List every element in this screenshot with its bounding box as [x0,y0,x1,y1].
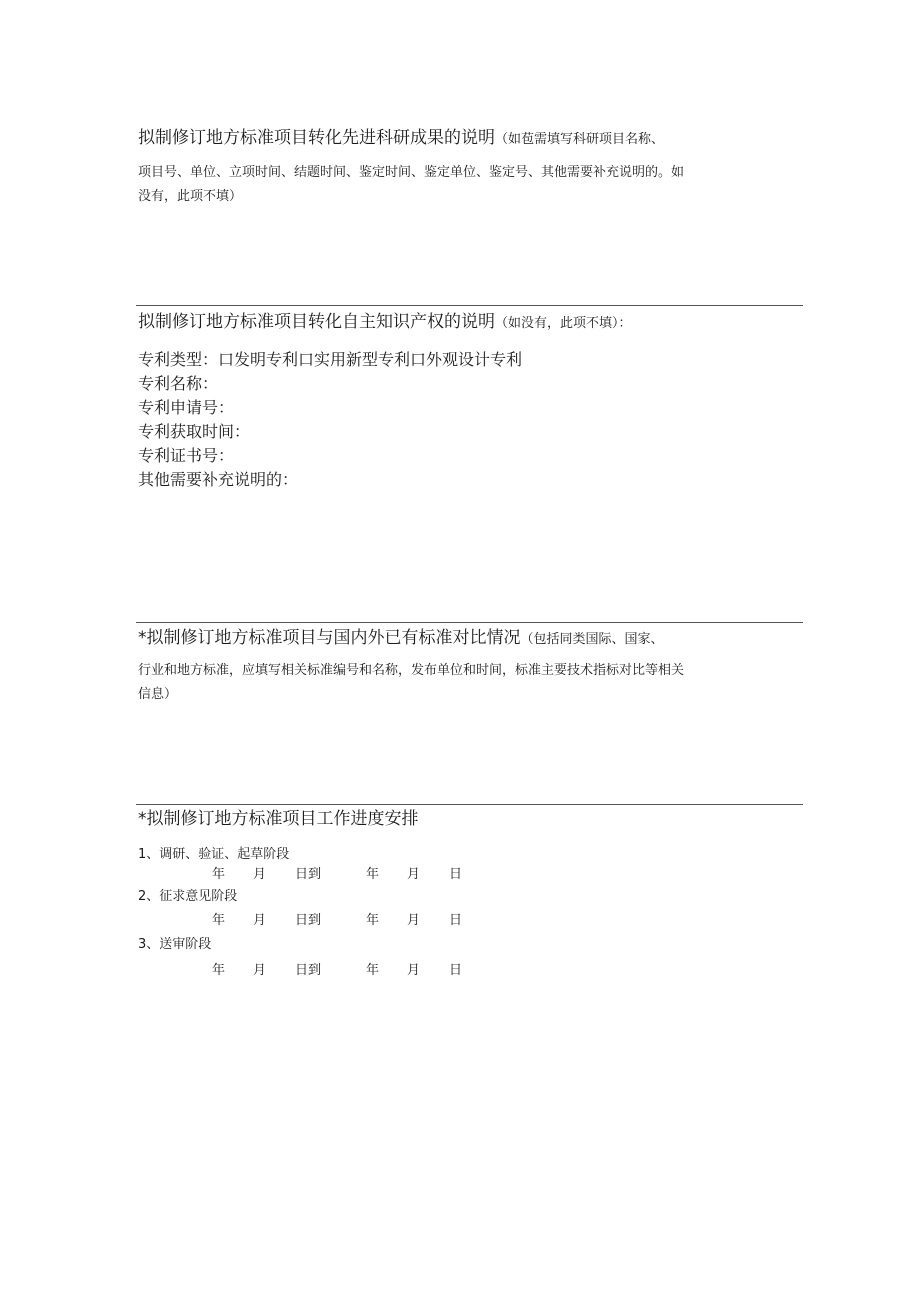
section-3-note-line-3: 信息） [138,687,178,702]
patent-application-number-field: 专利申请号： [138,398,235,417]
stage-3-end-year: 年 [366,963,380,978]
section-2-heading [138,311,632,335]
section-3-title: *拟制修订地方标准项目与国内外已有标准对比情况 [138,628,521,648]
section-divider-3 [136,804,803,805]
patent-name-field: 专利名称： [138,374,219,393]
stage-2-start-month: 月 [253,913,267,928]
section-1-note: （如苞需填写科研项目名称、 [495,132,665,147]
section-2-note: （如没有，此项不填）： [495,316,632,331]
stage-2-end-year: 年 [366,913,380,928]
stage-2-start-year: 年 [212,913,226,928]
stage-3-end-day: 日 [449,963,463,978]
stage-2-start-day-to: 日到 [295,913,322,928]
section-divider-2 [136,622,803,623]
stage-1-start-year: 年 [212,867,226,882]
section-1-title: 拟制修订地方标准项目转化先进科研成果的说明 [138,128,495,148]
stage-3-start-day-to: 日到 [295,963,322,978]
section-3-heading [138,627,664,651]
stage-1-label: 1、调研、验证、起草阶段 [138,847,290,862]
stage-3-end-month: 月 [407,963,421,978]
patent-acquisition-time-field: 专利获取时间： [138,422,251,441]
stage-2-end-month: 月 [407,913,421,928]
section-2-title: 拟制修订地方标准项目转化自主知识产权的说明 [138,312,495,332]
section-4-heading [138,808,419,830]
stage-3-label: 3、送审阶段 [138,937,212,952]
patent-certificate-number-field: 专利证书号： [138,446,235,465]
stage-1-start-month: 月 [253,867,267,882]
section-1-note-line-2: 项目号、单位、立项时间、结题时间、鉴定时间、鉴定单位、鉴定号、其他需要补充说明的。如 [138,165,685,180]
stage-1-end-year: 年 [366,867,380,882]
stage-1-start-day-to: 日到 [295,867,322,882]
section-4-title: *拟制修订地方标准项目工作进度安排 [138,809,419,829]
section-1-note-line-3: 没有，此项不填） [138,189,243,204]
stage-1-end-month: 月 [407,867,421,882]
stage-3-start-month: 月 [253,963,267,978]
section-1-heading [138,127,664,151]
stage-1-end-day: 日 [449,867,463,882]
stage-3-start-year: 年 [212,963,226,978]
section-3-note: （包括同类国际、国家、 [520,632,664,647]
stage-2-end-day: 日 [449,913,463,928]
patent-type-line: 专利类型：口发明专利口实用新型专利口外观设计专利 [138,350,523,369]
other-notes-field: 其他需要补充说明的： [138,470,299,489]
section-divider-1 [136,305,803,306]
section-3-note-line-2: 行业和地方标准，应填写相关标准编号和名称，发布单位和时间，标准主要技术指标对比等相关 [138,663,685,678]
stage-2-label: 2、征求意见阶段 [138,889,238,904]
